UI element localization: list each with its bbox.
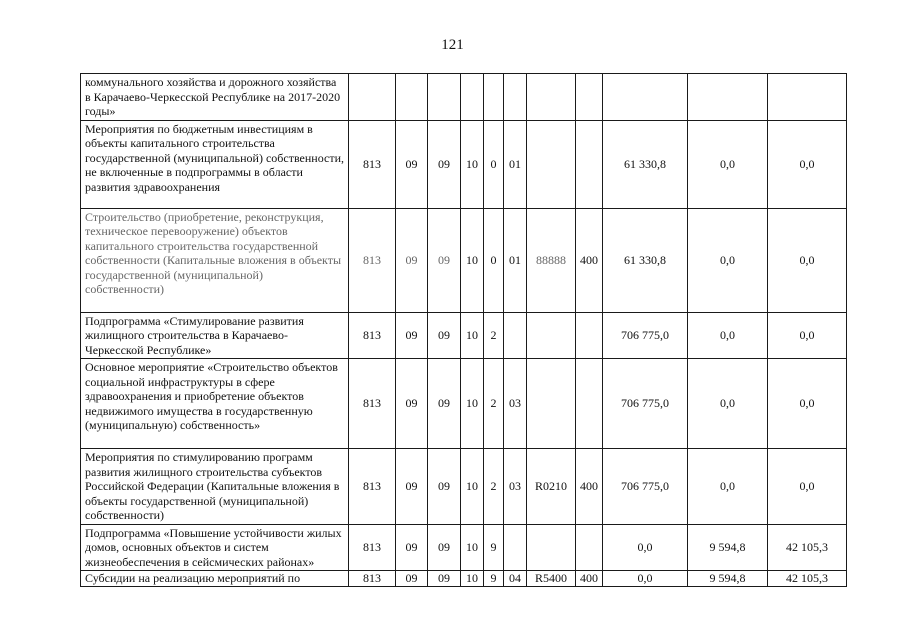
cell-expense-type — [576, 524, 603, 571]
table-row — [81, 524, 847, 571]
cell-subprogram: 0 — [484, 208, 504, 312]
cell-direction — [527, 359, 576, 449]
cell-subprogram: 9 — [484, 571, 504, 587]
cell-measure — [504, 524, 527, 571]
cell-subprogram: 0 — [484, 120, 504, 208]
cell-expense-type — [576, 74, 603, 121]
table-row — [81, 571, 847, 587]
cell-measure: 01 — [504, 120, 527, 208]
cell-subsection: 09 — [428, 359, 461, 449]
row-name: Подпрограмма «Повышение устойчивости жилых домов, основных объектов и систем жизнеобеспечения в сейсмических районах» — [81, 524, 349, 571]
row-name: Подпрограмма «Стимулирование развития жилищного строительства в Карачаево-Черкесской Республике» — [81, 312, 349, 359]
cell-measure: 03 — [504, 359, 527, 449]
cell-section: 09 — [396, 524, 428, 571]
cell-expense-type — [576, 120, 603, 208]
cell-direction — [527, 524, 576, 571]
cell-subsection: 09 — [428, 120, 461, 208]
cell-amount-2: 0,0 — [688, 449, 768, 525]
cell-amount-1: 61 330,8 — [603, 120, 688, 208]
cell-subprogram: 2 — [484, 449, 504, 525]
row-name: Мероприятия по бюджетным инвестициям в объекты капитального строительства государственной (муниципальной) собственности, не включенные в подпрограммы в области развития здравоохранения — [81, 120, 349, 208]
cell-subprogram — [484, 74, 504, 121]
cell-program: 10 — [461, 359, 484, 449]
table-row — [81, 312, 847, 359]
cell-amount-3: 42 105,3 — [768, 524, 847, 571]
cell-ministry — [349, 74, 396, 121]
cell-amount-2: 0,0 — [688, 312, 768, 359]
row-name: Основное мероприятие «Строительство объектов социальной инфраструктуры в сфере здравоохранения и приобретение объектов недвижимого имущества в государственную (муниципальную) собственность» — [81, 359, 349, 449]
cell-subsection — [428, 74, 461, 121]
cell-direction — [527, 74, 576, 121]
cell-section: 09 — [396, 208, 428, 312]
cell-subsection: 09 — [428, 312, 461, 359]
cell-measure: 03 — [504, 449, 527, 525]
table-row — [81, 120, 847, 208]
cell-measure — [504, 312, 527, 359]
cell-program: 10 — [461, 571, 484, 587]
cell-ministry: 813 — [349, 571, 396, 587]
cell-program: 10 — [461, 312, 484, 359]
cell-amount-3 — [768, 74, 847, 121]
budget-table — [80, 73, 847, 587]
cell-section: 09 — [396, 571, 428, 587]
cell-subprogram: 9 — [484, 524, 504, 571]
cell-amount-1: 61 330,8 — [603, 208, 688, 312]
row-name: Строительство (приобретение, реконструкция, техническое перевооружение) объектов капитального строительства государственной собственности (Капитальные вложения в объекты государственной (муниципальной) собственности) — [81, 208, 349, 312]
cell-program: 10 — [461, 120, 484, 208]
cell-program: 10 — [461, 449, 484, 525]
table-row — [81, 74, 847, 121]
table-row — [81, 359, 847, 449]
cell-amount-1: 706 775,0 — [603, 359, 688, 449]
page-number: 121 — [441, 37, 464, 53]
cell-subsection: 09 — [428, 571, 461, 587]
cell-amount-3: 0,0 — [768, 208, 847, 312]
cell-measure: 04 — [504, 571, 527, 587]
cell-ministry: 813 — [349, 449, 396, 525]
cell-ministry: 813 — [349, 359, 396, 449]
cell-amount-2: 0,0 — [688, 120, 768, 208]
cell-ministry: 813 — [349, 120, 396, 208]
cell-amount-3: 0,0 — [768, 120, 847, 208]
cell-subsection: 09 — [428, 449, 461, 525]
cell-program: 10 — [461, 524, 484, 571]
cell-expense-type: 400 — [576, 208, 603, 312]
cell-section: 09 — [396, 120, 428, 208]
table-row — [81, 449, 847, 525]
cell-direction: R0210 — [527, 449, 576, 525]
cell-direction — [527, 312, 576, 359]
cell-amount-2 — [688, 74, 768, 121]
cell-direction: 88888 — [527, 208, 576, 312]
cell-subsection: 09 — [428, 524, 461, 571]
cell-amount-2: 0,0 — [688, 359, 768, 449]
cell-expense-type — [576, 359, 603, 449]
cell-direction — [527, 120, 576, 208]
cell-section — [396, 74, 428, 121]
cell-subprogram: 2 — [484, 359, 504, 449]
row-name: Мероприятия по стимулированию программ развития жилищного строительства субъектов Российской Федерации (Капитальные вложения в объекты государственной (муниципальной) собственности) — [81, 449, 349, 525]
row-name: коммунального хозяйства и дорожного хозяйства в Карачаево-Черкесской Республике на 2017-2020 годы» — [81, 74, 349, 121]
cell-section: 09 — [396, 449, 428, 525]
cell-expense-type: 400 — [576, 571, 603, 587]
cell-ministry: 813 — [349, 208, 396, 312]
cell-amount-3: 0,0 — [768, 359, 847, 449]
cell-program: 10 — [461, 208, 484, 312]
row-name: Субсидии на реализацию мероприятий по — [81, 571, 349, 587]
cell-subsection: 09 — [428, 208, 461, 312]
cell-amount-2: 9 594,8 — [688, 524, 768, 571]
cell-amount-1: 0,0 — [603, 524, 688, 571]
cell-amount-1 — [603, 74, 688, 121]
cell-amount-1: 0,0 — [603, 571, 688, 587]
cell-amount-3: 42 105,3 — [768, 571, 847, 587]
cell-amount-1: 706 775,0 — [603, 312, 688, 359]
cell-amount-3: 0,0 — [768, 449, 847, 525]
table-row — [81, 208, 847, 312]
cell-measure: 01 — [504, 208, 527, 312]
cell-expense-type: 400 — [576, 449, 603, 525]
cell-amount-1: 706 775,0 — [603, 449, 688, 525]
cell-direction: R5400 — [527, 571, 576, 587]
cell-amount-2: 9 594,8 — [688, 571, 768, 587]
cell-program — [461, 74, 484, 121]
cell-section: 09 — [396, 359, 428, 449]
cell-subprogram: 2 — [484, 312, 504, 359]
cell-ministry: 813 — [349, 312, 396, 359]
cell-amount-3: 0,0 — [768, 312, 847, 359]
cell-expense-type — [576, 312, 603, 359]
cell-amount-2: 0,0 — [688, 208, 768, 312]
cell-ministry: 813 — [349, 524, 396, 571]
cell-measure — [504, 74, 527, 121]
cell-section: 09 — [396, 312, 428, 359]
